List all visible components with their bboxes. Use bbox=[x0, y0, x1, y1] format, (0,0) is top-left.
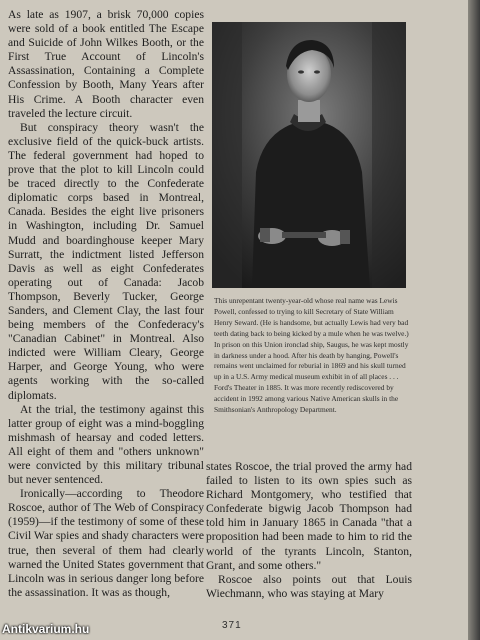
paragraph-2: But conspiracy theory wasn't the exclusive field of the quick-buck artists. The federal government had hoped to prove that the plot to kill Lincoln could be traced directly to the Confederate diplomatic corps based in Montreal, Canada. Besides the eight live prisoners in Washington, including Dr. Samuel Mudd and boardinghouse keeper Mary Surratt, the indictment listed Jefferson Davis as well as eight Confederates operating out of Canada: Jacob Thompson, Beverly Tucker, George Sanders, and Clement Clay, the last four being members of the Confederacy's "Canadian Cabinet" in Montreal. Also indicted were William Cleary, George Harper, and George Young, who were agents working with the so-called diplomats. bbox=[8, 120, 204, 402]
paragraph-5: states Roscoe, the trial proved the army had failed to listen to its own spies such as Richard Montgomery, who testified that Confederate bigwig Jacob Thompson had told him in January 1865 in Canada "that a proposition had been made to him to rid the world of the tyrants Lincoln, Stanton, Grant, and some others." bbox=[206, 460, 412, 572]
portrait-illustration bbox=[212, 22, 406, 288]
page-number: 371 bbox=[222, 620, 242, 631]
portrait-photo bbox=[212, 22, 406, 288]
paragraph-3: At the trial, the testimony against this latter group of eight was a mind-boggling mishmash of hearsay and coded letters. All eight of them and "others unknown" were convicted by this military tribunal but never sentenced. bbox=[8, 402, 204, 487]
paragraph-6: Roscoe also points out that Louis Wiechmann, who was staying at Mary bbox=[206, 572, 412, 600]
watermark-logo: Antikvarium.hu bbox=[2, 622, 90, 636]
photo-caption: This unrepentant twenty-year-old whose real name was Lewis Powell, confessed to trying to kill Secretary of State William Henry Seward. (He is handsome, but actually Lewis had very bad teeth dating back to being kicked by a mule when he was twelve.) In prison on this Union ironclad ship, Saugus, he was kept mostly in darkness under a hood. After his death by hanging, Powell's remains went unclaimed for reburial in 1869 and his skull turned up in a U.S. Army medical museum exhibit in of all places . . . Ford's Theater in 1885. It was more recently rediscovered by accident in 1992 among various Native American skulls in the Smithsonian's Anthropology Department. bbox=[214, 296, 409, 415]
paragraph-4: Ironically—according to Theodore Roscoe, author of The Web of Conspiracy (1959)—if the testimony of some of these Civil War spies and shady characters were true, then several of them had clearly warned the United States government that Lincoln was in serious danger long before the assassination. It was as though, bbox=[8, 487, 204, 599]
paragraph-1: As late as 1907, a brisk 70,000 copies were sold of a book entitled The Escape and Suicide of John Wilkes Booth, or the First True Account of Lincoln's Assassination, Containing a Complete Confession by Booth, Many Years after His Crime. A Booth character even traveled the lecture circuit. bbox=[8, 8, 204, 120]
left-text-column bbox=[8, 8, 204, 600]
right-text-column bbox=[206, 460, 412, 601]
book-spine-shadow bbox=[468, 0, 480, 640]
